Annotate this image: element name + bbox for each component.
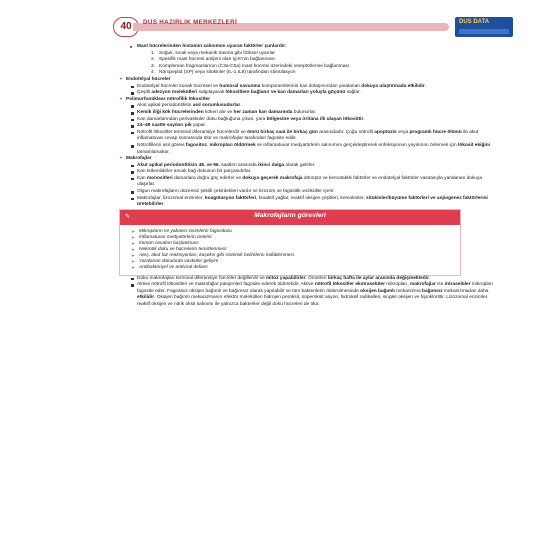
text-run: köken alır ve <box>203 109 234 115</box>
bold-run: bağımsız <box>422 288 443 294</box>
pmn-bullet-1 <box>119 103 501 110</box>
page-number: 40 <box>113 17 139 37</box>
text-run: Nötrofillerin asıl görevi <box>137 142 186 148</box>
text-run: . <box>163 202 165 208</box>
bold-run: nötrofil lökositler ekstraselüler <box>314 282 385 288</box>
text-run: veya <box>396 129 410 135</box>
text-run: mekanizmadan daha <box>442 288 489 294</box>
logo-text-b: DATA <box>473 19 490 25</box>
bold-run: asıl sorumlusudurlar <box>192 103 241 109</box>
macro-bullet-2 <box>119 169 501 176</box>
list-item: ➢ İnflamatuvar medyatörlerin üretimi <box>120 235 460 241</box>
list-item: ➢ Nekrotik doku ve hücrelerin temizlenmesi <box>120 247 460 253</box>
macrophage-duties-header <box>120 210 460 225</box>
bold-run: fagositoz <box>185 142 207 148</box>
bold-run: Akut apikal periodontitisin 48. ve 96. <box>137 162 220 168</box>
bold-run: monositleri <box>146 175 173 181</box>
bold-run: humoral savunma <box>219 83 261 89</box>
text-run: , bioaktif yağlar, reaktif oksijen çeşitleri, kemokinler, <box>256 195 367 201</box>
logo-subbar <box>459 29 509 34</box>
macrophage-duties-box <box>119 209 461 276</box>
bold-run: makrofajlar <box>410 282 436 288</box>
mast-item-number: 4. <box>151 70 156 76</box>
text-run: ile akut inflamatuvar cevap sonrasında ölür ve makrofajlar tarafından fagosite edilir. <box>137 129 479 142</box>
list-item: ➢ İmmün cevabın başlatılması <box>120 241 460 247</box>
text-run: , <box>206 142 210 148</box>
text-run: mekanizma <box>394 288 423 294</box>
text-run: . <box>363 116 365 122</box>
text-run: Kan damarlarından perivasküler doku bağluğuna çıkan, yara <box>137 116 267 122</box>
text-run: . <box>240 103 242 109</box>
bold-run: mikropları öldürmek <box>209 142 256 148</box>
text-run: Endotelyal hücreler konak hücresel ve <box>137 83 220 89</box>
bold-run: lökosit ekiğini <box>458 142 491 148</box>
logo-text-a: DUS <box>459 19 472 25</box>
pmn-heading-text: Polimorfonüklear nötrofilik lökositler <box>126 96 210 102</box>
list-item: ➢ Yaralanan dokularda vasküler gelişim <box>120 259 460 265</box>
text-run: tamamlamaktır. <box>137 149 170 155</box>
bold-run: intraselüler <box>444 282 471 288</box>
text-run: Olgun makrofajların düzensiz şekilli çekirdekleri vardır ve lizozom ve fagositik veziküller içerir. <box>137 189 335 195</box>
bold-run: dokuya ulaştırmada etkilidir <box>361 83 425 89</box>
bold-run: oksijen bağımlı <box>360 288 395 294</box>
bold-run: adezyon molekülleri <box>151 90 198 96</box>
list-item: ➢ Ateş, akut faz reaksiyonları, kaşeksi gibi sistemik belirtilerin indüklenmesi <box>120 253 460 259</box>
text-run: bulunurlar. <box>292 109 317 115</box>
text-run: Aktive nötrofil lökositleri ve makrofajlar patojenleri fagosite ederek öldürebilir. Aktive <box>137 282 315 288</box>
macro-bullet-3 <box>119 176 501 189</box>
mast-item-4 <box>119 70 501 77</box>
page-header <box>113 17 513 37</box>
bold-run: koagülasyon faktörleri <box>204 195 257 201</box>
text-run: ve inflamatuvar medyatörlerin salınımını gerçekleştirerek enfeksiyonun yayılımını önlemek için <box>255 142 459 148</box>
text-run: . Oksijen bağımlı mekanizmanın efektör molekülleri hidrojen peroksit, süperoksit anyon, hidroksil radikalleri, singlet oksijen ve hipoklorittir. Lizozomal enzimler, reaktif oksijen ve nitrik oksit salınımı ile yalnızca bakteriler değil doku hücreleri de ölür. <box>137 295 489 307</box>
bold-run: mitoz yapabilirler <box>266 275 306 281</box>
mast-bullet-text: Mast hücrelerinden histamin salınımını uyaran faktörler şunlardır: <box>137 44 287 49</box>
bold-run: birkaç hafta ile aylar arasında değişmektedir <box>327 275 429 281</box>
macrophage-duties-list <box>120 225 460 275</box>
text-run: damarlara doğru göç ederler ve <box>172 175 243 181</box>
bold-run: her zaman kan damarında <box>233 109 293 115</box>
text-run: komponentlerinin kan dolaşımından yaralanan <box>260 83 362 89</box>
logo-text <box>459 19 489 25</box>
mast-item-number: 2. <box>151 57 156 63</box>
mast-item-text: Soğuk, sıcak veya mekanik travma gibi fiziksel uyarılar <box>159 50 275 56</box>
page-content <box>119 44 501 308</box>
header-title: DUS HAZIRLIK MERKEZLERİ <box>143 19 238 26</box>
pmn-bullet-6 <box>119 143 501 156</box>
macro-heading-text: Makrofajlar <box>126 156 152 162</box>
bold-run: 24–48 saatte sayıları pik <box>137 123 192 129</box>
text-run: mikropları, <box>384 282 411 288</box>
text-run: . <box>424 83 427 89</box>
text-run: Çeşitli <box>137 90 152 96</box>
bold-run: dokuya geçerek makrofaja <box>242 175 303 181</box>
list-item: ➢ Mikropların ve yabancı cisimlerin fagositozu <box>120 229 460 235</box>
text-run: Kan <box>137 175 147 181</box>
mast-item-2 <box>119 57 501 64</box>
text-run: arasındadır. Çoğu nötrofil <box>317 129 375 135</box>
mast-item-number: 3. <box>151 63 156 69</box>
pmn-bullet-5 <box>119 130 501 143</box>
macrophage-duties-title: Makrofajların görevleri <box>254 211 326 219</box>
bold-run: bölgesine veya irritana ilk ulaşan lökosittir <box>266 116 364 122</box>
phagocytosis-bullet <box>119 282 501 308</box>
text-run: sağlar. <box>345 90 361 96</box>
bold-run: etkilidir <box>137 295 155 301</box>
text-run: . <box>428 275 431 281</box>
text-run: dönüşür ve kemotaktik faktörler ve endotelyal faktörler vasıtasıyla yaralanan dokuya ulaşırlar. <box>137 175 483 188</box>
text-run: Kan kökenlidirler ancak bağ dokunun bir parçasıdırlar. <box>137 169 252 175</box>
list-item: ➢ Antibakteriyel ve antiviral defans <box>120 265 460 271</box>
mast-item-text: Nöropeptid (SP) veya sitokinler (IL-1,IL8) tarafından stimülasyon <box>159 70 296 76</box>
bold-run: sitokinler/büyüme faktörleri ve anjiogenez faktörlerini üretebilirler <box>137 195 488 208</box>
text-run: saatleri arasında <box>219 162 259 168</box>
macro-bullet-4 <box>119 189 501 196</box>
bold-run: ikinci dalga <box>258 162 285 168</box>
text-run: olarak gelirler. <box>284 162 316 168</box>
pmn-bullet-4 <box>119 123 501 130</box>
endothelial-bullet-2 <box>119 90 501 97</box>
bold-run: Kemik iliği kök hücrelerinden <box>137 109 204 115</box>
text-run: Akut apikal periodontitisin <box>137 103 193 109</box>
edit-icon: ✎ <box>125 213 131 220</box>
text-run: . Ömürleri <box>305 275 328 281</box>
text-run: yapar. <box>191 123 207 129</box>
pmn-bullet-2 <box>119 110 501 117</box>
bold-run: apoptozis <box>374 129 397 135</box>
text-run: salgılayarak <box>197 90 226 96</box>
mast-bullet <box>119 44 501 51</box>
bold-run: ömrü birkaç saat ile birkaç gün <box>247 129 318 135</box>
mast-item-text: Kompleman fragmanlarının (C3a-C5a) mast hücresi üzerindeki reseptörlerine bağlanması <box>159 63 350 69</box>
text-run: Nötrofil lökositler terminal diferansiye hücrelerdir ve <box>137 129 248 135</box>
bold-run: programlı hücre ölümü <box>409 129 462 135</box>
text-run: Doku makrofajları terminal diferansiye hücreler değillerdir ve <box>137 275 267 281</box>
text-run: Makrofajlar, lizozomal enzimler, <box>137 195 205 201</box>
endothelial-heading-text: Endotelyal hücreler <box>126 76 171 82</box>
bold-run: lökositlere bağlanır ve kan damarları yoluyla göçünü <box>225 90 346 96</box>
text-run: mikropları fagosite eder. Fagositoz oksijen bağımlı ve bağımsız olarak yapılabilir ve tüm bakterilerin öldürülmesinde <box>137 282 493 294</box>
macro-heading <box>119 156 501 163</box>
brand-logo <box>455 17 513 37</box>
text-run: ise <box>435 282 445 288</box>
endothelial-heading <box>119 77 501 84</box>
macro-bullet-5 <box>119 196 501 209</box>
mast-item-text: Spesifik mast hücresi antijeni olan Ig-E'nin bağlanması <box>159 57 275 63</box>
mast-item-number: 1. <box>151 50 156 56</box>
